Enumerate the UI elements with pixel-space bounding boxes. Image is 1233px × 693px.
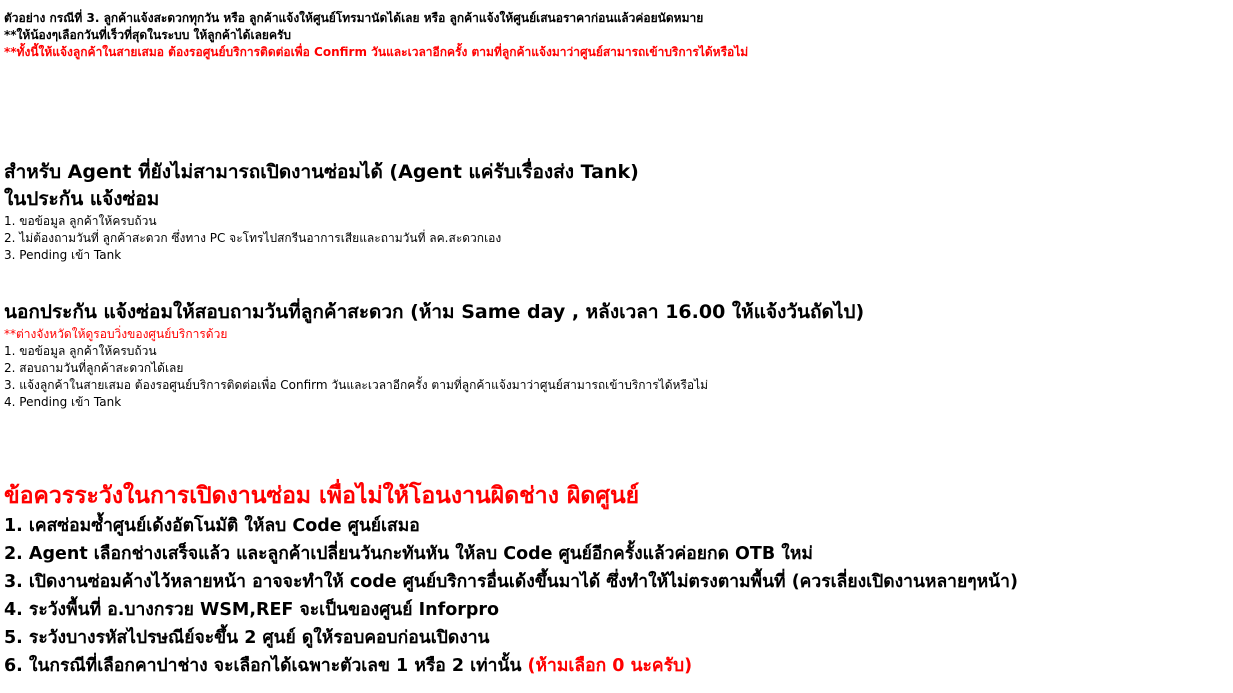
intro-line-note: **ให้น้องๆเลือกวันที่เร็วที่สุดในระบบ ให้ลูกค้าได้เลยครับ <box>4 28 292 42</box>
cautions-title: ข้อควรระวังในการเปิดงานซ่อม เพื่อไม่ให้โอนงานผิดช่าง ผิดศูนย์ <box>4 483 640 509</box>
in-warranty-heading: ในประกัน แจ้งซ่อม <box>4 188 160 210</box>
list-item: 2. สอบถามวันที่ลูกค้าสะดวกได้เลย <box>4 361 184 375</box>
intro-section <box>4 10 748 61</box>
caution-item: 3. เปิดงานซ่อมค้างไว้หลายหน้า อาจจะทำให้ code ศูนย์บริการอื่นเด้งขึ้นมาได้ ซึ่งทำให้ไม่ตรงตามพื้นที่ (ควรเลี่ยงเปิดงานหลายๆหน้า) <box>4 572 1018 592</box>
list-item: 2. ไม่ต้องถามวันที่ ลูกค้าสะดวก ซึ่งทาง PC จะโทรไปสกรีนอาการเสียและถามวันที่ ลค.สะดวกเอง <box>4 231 502 245</box>
agent-section-title: สำหรับ Agent ที่ยังไม่สามารถเปิดงานซ่อมได้ (Agent แค่รับเรื่องส่ง Tank) <box>4 161 639 183</box>
out-warranty-title: นอกประกัน แจ้งซ่อมให้สอบถามวันที่ลูกค้าสะดวก (ห้าม Same day , หลังเวลา 16.00 ให้แจ้งวันถัดไป) <box>4 301 865 323</box>
caution-item-6-text: 6. ในกรณีที่เลือกคาปาช่าง จะเลือกได้เฉพาะตัวเลข 1 หรือ 2 เท่านั้น <box>4 656 522 676</box>
caution-item-6-warning: (ห้ามเลือก 0 นะครับ) <box>527 656 693 676</box>
out-warranty-section <box>4 299 864 411</box>
caution-item: 2. Agent เลือกช่างเสร็จแล้ว และลูกค้าเปลี่ยนวันกะทันหัน ให้ลบ Code ศูนย์อีกครั้งแล้วค่อยกด OTB ใหม่ <box>4 544 813 564</box>
list-item: 3. แจ้งลูกค้าในสายเสมอ ต้องรอศูนย์บริการติดต่อเพื่อ Confirm วันและเวลาอีกครั้ง ตามที่ลูกค้าแจ้งมาว่าศูนย์สามารถเข้าบริการได้หรือไม่ <box>4 378 709 392</box>
list-item: 3. Pending เข้า Tank <box>4 248 122 262</box>
cautions-section <box>4 480 1018 680</box>
out-warranty-note: **ต่างจังหวัดให้ดูรอบวิ่งของศูนย์บริการด้วย <box>4 327 228 341</box>
caution-item: 4. ระวังพื้นที่ อ.บางกรวย WSM,REF จะเป็นของศูนย์ Inforpro <box>4 600 500 620</box>
intro-line-warning: **ทั้งนี้ให้แจ้งลูกค้าในสายเสมอ ต้องรอศูนย์บริการติดต่อเพื่อ Confirm วันและเวลาอีกครั้ง ตามที่ลูกค้าแจ้งมาว่าศูนย์สามารถเข้าบริการได้หรือไม่ <box>4 45 749 59</box>
intro-line-example: ตัวอย่าง กรณีที่ 3. ลูกค้าแจ้งสะดวกทุกวัน หรือ ลูกค้าแจ้งให้ศูนย์โทรมานัดได้เลย หรือ ลูกค้าแจ้งให้ศูนย์เสนอราคาก่อนแล้วค่อยนัดหมาย <box>4 11 704 25</box>
list-item: 1. ขอข้อมูล ลูกค้าให้ครบถ้วน <box>4 214 157 228</box>
caution-item: 1. เคสซ่อมซ้ำศูนย์เด้งอัตโนมัติ ให้ลบ Code ศูนย์เสมอ <box>4 516 420 536</box>
caution-item-6 <box>4 652 1018 680</box>
list-item: 1. ขอข้อมูล ลูกค้าให้ครบถ้วน <box>4 344 157 358</box>
caution-item: 5. ระวังบางรหัสไปรษณีย์จะขึ้น 2 ศูนย์ ดูให้รอบคอบก่อนเปิดงาน <box>4 628 490 648</box>
agent-section <box>4 159 639 264</box>
list-item: 4. Pending เข้า Tank <box>4 395 122 409</box>
